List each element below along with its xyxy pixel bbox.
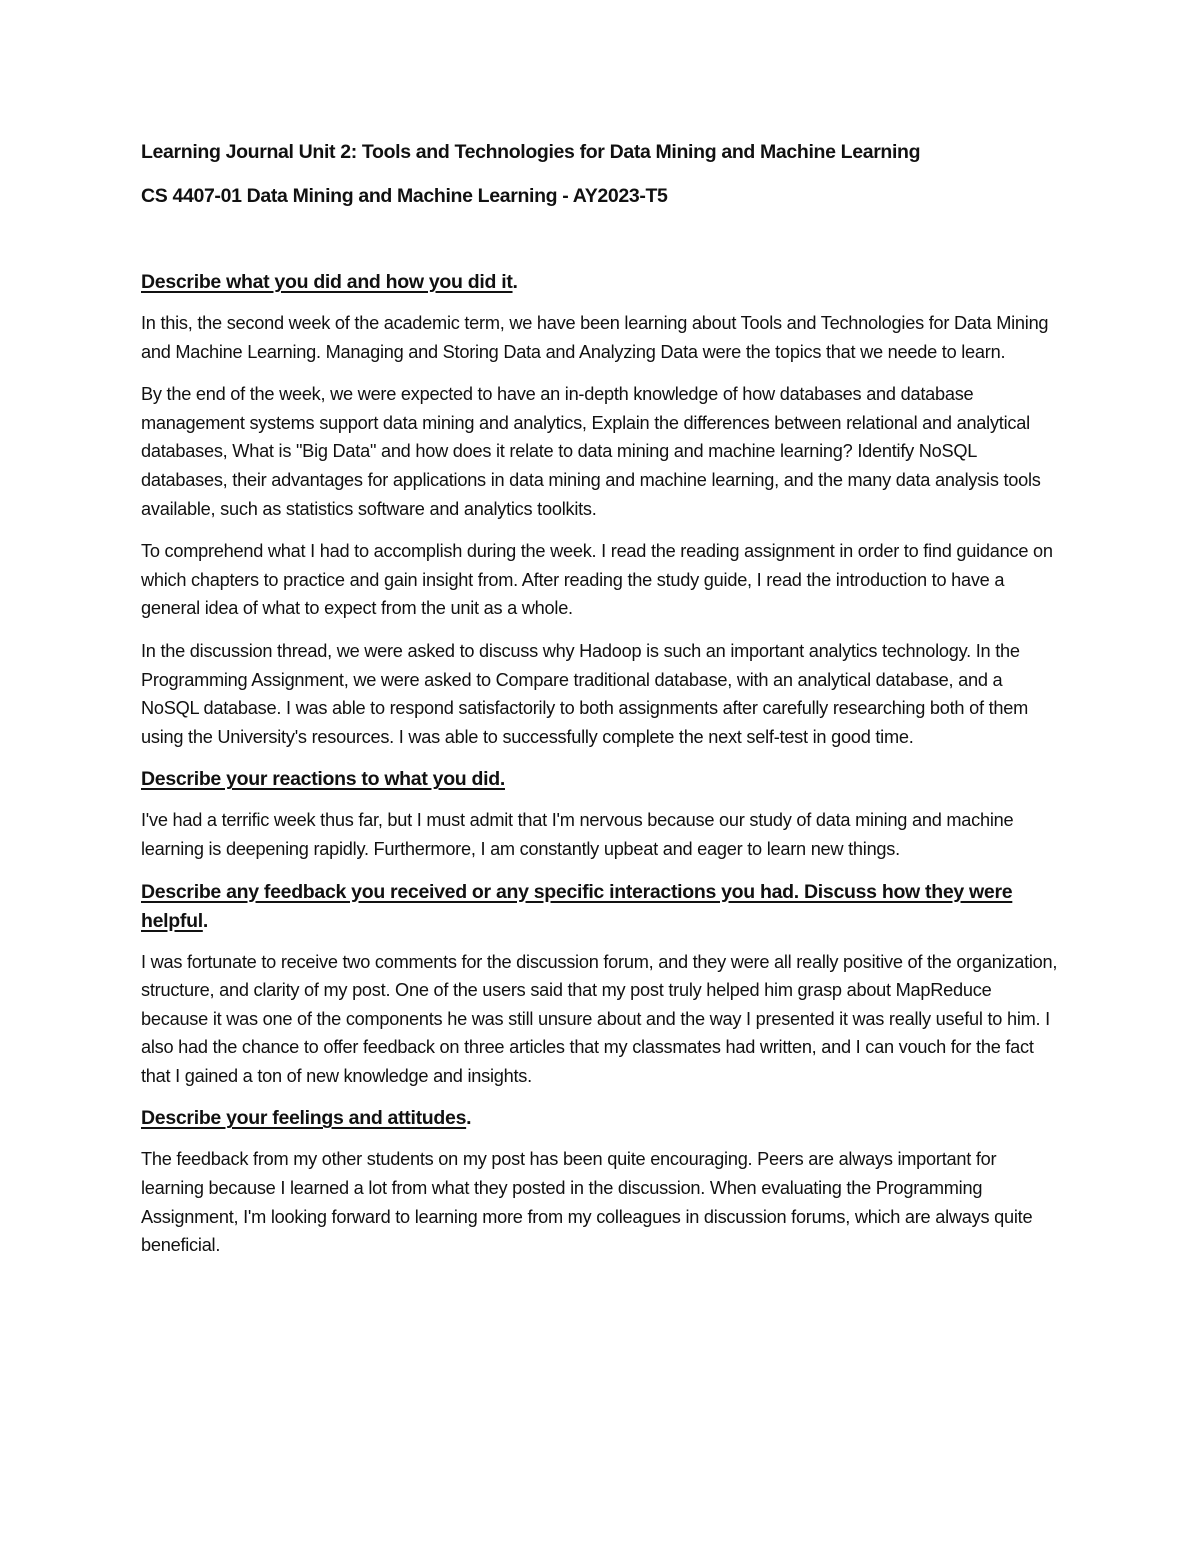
section-heading-period: . — [512, 271, 518, 293]
section-heading-text: Describe what you did and how you did it — [141, 271, 513, 293]
section-heading-period: . — [202, 909, 208, 932]
paragraph: In this, the second week of the academic term, we have been learning about Tools and Technologies for Data Mining and Machine Learning. Managing and Storing Data and Analyzing Data were the topics that we neede to learn. — [141, 313, 1049, 362]
section-feedback — [141, 878, 1061, 1091]
section-heading — [141, 268, 1061, 297]
paragraph: I was fortunate to receive two comments for the discussion forum, and they were all really positive of the organization, structure, and clarity of my post. One of the users said that my post truly helped him grasp about MapReduce because it was one of the components he was still unsure about and the way I presented it was really useful to him. I also had the chance to offer feedback on three articles that my classmates had written, and I can vouch for the fact that I gained a ton of new knowledge and insights. — [141, 951, 1058, 1086]
section-heading-text: Describe your feelings and attitudes — [141, 1107, 467, 1130]
title-spacer — [141, 210, 1061, 268]
document-body — [141, 138, 1061, 1274]
paragraph: In the discussion thread, we were asked to discuss why Hadoop is such an important analytics technology. In the Programming Assignment, we were asked to Compare traditional database, with an analytical database, and a NoSQL database. I was able to respond satisfactorily to both assignments after carefully researching both of them using the University's resources. I was able to successfully complete the next self-test in good time. — [141, 640, 1029, 747]
document-title: Learning Journal Unit 2: Tools and Technologies for Data Mining and Machine Learning — [141, 141, 921, 163]
paragraph: To comprehend what I had to accomplish during the week. I read the reading assignment in order to find guidance on which chapters to practice and gain insight from. After reading the study guide, I read the introduction to have a general idea of what to expect from the unit as a whole. — [141, 541, 1053, 619]
section-heading-text: Describe your reactions to what you did. — [141, 768, 505, 791]
section-heading — [141, 878, 1061, 936]
section-feelings — [141, 1104, 1061, 1259]
section-heading-period: . — [466, 1107, 472, 1130]
paragraph: By the end of the week, we were expected to have an in-depth knowledge of how databases and database management systems support data mining and analytics, Explain the differences between relational and analytical databases, What is "Big Data" and how does it relate to data mining and machine learning? Identify NoSQL databases, their advantages for applications in data mining and machine learning, and the many data analysis tools available, such as statistics software and analytics toolkits. — [141, 384, 1041, 519]
paragraph: I've had a terrific week thus far, but I must admit that I'm nervous because our study of data mining and machine learning is deepening rapidly. Furthermore, I am constantly upbeat and eager to learn new things. — [141, 810, 1014, 859]
section-reactions — [141, 765, 1061, 863]
section-heading — [141, 765, 1061, 794]
section-what-you-did — [141, 268, 1061, 751]
section-heading — [141, 1104, 1061, 1133]
section-heading-text: Describe any feedback you received or any specific interactions you had. Discuss how they were helpful — [141, 880, 1013, 932]
paragraph: The feedback from my other students on my post has been quite encouraging. Peers are always important for learning because I learned a lot from what they posted in the discussion. When evaluating the Programming Assignment, I'm looking forward to learning more from my colleagues in discussion forums, which are always quite beneficial. — [141, 1149, 1033, 1256]
course-title: CS 4407-01 Data Mining and Machine Learning - AY2023-T5 — [141, 185, 668, 207]
